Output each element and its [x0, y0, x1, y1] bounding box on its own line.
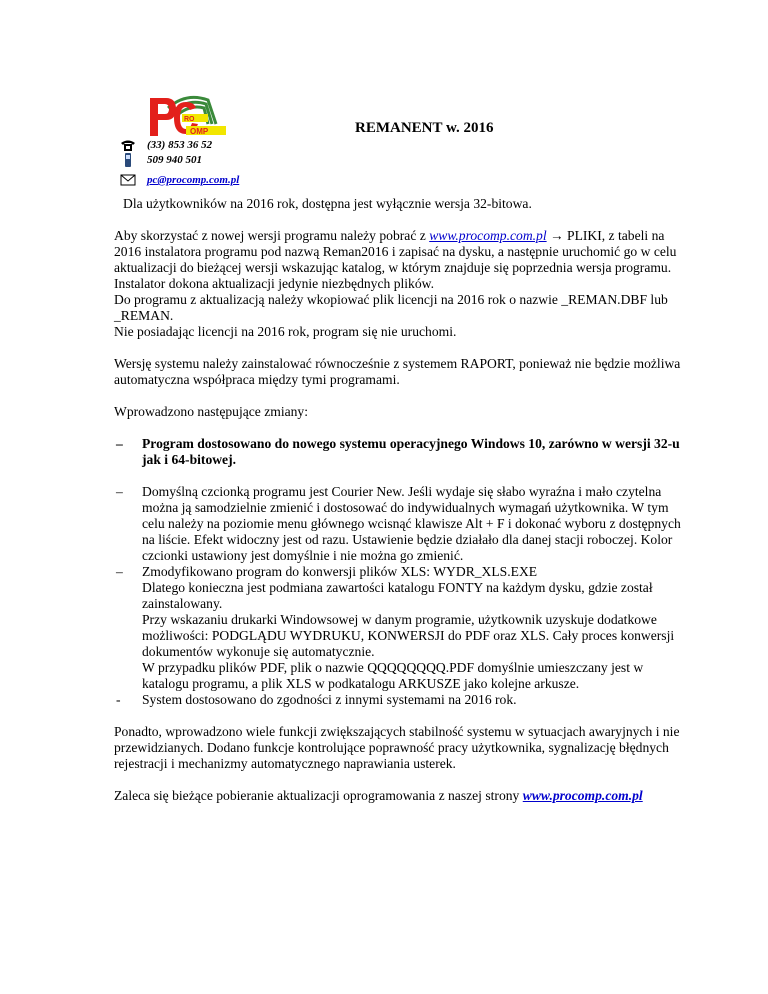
raport-paragraph: Wersję systemu należy zainstalować równocześnie z systemem RAPORT, ponieważ nie będzie możliwa automatyczna współpraca między tymi programami.: [114, 356, 681, 387]
install-line-4: Nie posiadając licencji na 2016 rok, program się nie uruchomi.: [114, 324, 457, 339]
mobile-phone-icon: [120, 153, 136, 167]
svg-text:OMP: OMP: [190, 127, 209, 136]
change-item-xls: – Zmodyfikowano program do konwersji plików XLS: WYDR_XLS.EXE Dlatego konieczna jest podmiana zawartości katalogu FONTY na każdym dysku, gdzie został zainstalowany. Przy wskazaniu drukarki Windowsowej w danym programie, użytkownik uzyskuje dodatkowe możliwości: PODGLĄDU WYDRUKU, KONWERSJI do PDF oraz XLS. Cały proces konwersji dokumentów wykonuje się automatycznie. W przypadku plików PDF, plik o nazwie QQQQQQQQ.PDF domyślnie umieszczany jest w katalogu programu, a plik XLS w podkatalogu ARKUSZE jako kolejne arkusze.: [116, 564, 675, 691]
envelope-icon: [120, 173, 136, 187]
procomp-logo: [146, 94, 226, 138]
footer-paragraph: Zaleca się bieżące pobieranie aktualizacji oprogramowania z naszej strony www.procomp.com.pl: [114, 788, 643, 803]
change-item-windows10: – Program dostosowano do nowego systemu operacyjnego Windows 10, zarówno w wersji 32-u jak i 64-bitowej.: [116, 436, 680, 467]
changes-intro: Wprowadzono następujące zmiany:: [114, 404, 309, 419]
document-title: REMANENT w. 2016: [355, 120, 494, 136]
list-bullet: –: [116, 436, 123, 451]
stability-paragraph: Ponadto, wprowadzono wiele funkcji zwiększających stabilność systemu w sytuacjach awaryjnych i nie przewidzianych. Dodano funkcje kontrolujące poprawność pracy użytkownika, sygnalizację błędnych rejestracji i mechanizmy automatycznego naprawiania usterek.: [114, 724, 680, 771]
list-bullet: –: [116, 484, 123, 499]
change-item-font: – Domyślną czcionką programu jest Courier New. Jeśli wydaje się słabo wyraźna i mało czytelna można ją samodzielnie zmienić i dostosować do indywidualnych wymagań użytkownika. W tym celu należy na poziomie menu głównego wcisnąć klawisze Alt + F i dokonać wyboru z dostępnych na liście. Efekt widoczny jest od razu. Ustawienie będzie działało dla danej stacji roboczej. Kolor czcionki ustawiony jest domyślnie i nie można go zmienić.: [116, 484, 681, 563]
install-line-2: Instalator dokona aktualizacji jedynie niezbędnych plików.: [114, 276, 434, 291]
install-paragraph: Aby skorzystać z nowej wersji programu należy pobrać z www.procomp.com.pl → PLIKI, z tabeli na 2016 instalatora programu pod nazwą Reman2016 i zapisać na dysku, a następnie uruchomić go w celu aktualizacji do bieżącej wersji wskazując katalog, w którym znajduje się poprzednia wersja programu.: [114, 228, 677, 275]
intro-paragraph: Dla użytkowników na 2016 rok, dostępna jest wyłącznie wersja 32-bitowa.: [123, 196, 532, 211]
list-bullet: –: [116, 564, 123, 579]
svg-text:RO: RO: [184, 116, 195, 123]
changes-list: [114, 436, 688, 708]
logo-letter-p: [150, 98, 176, 136]
list-bullet: -: [116, 692, 121, 707]
procomp-website-link[interactable]: www.procomp.com.pl: [429, 228, 547, 243]
install-line-3: Do programu z aktualizacją należy wkopiować plik licencji na 2016 rok o nazwie _REMAN.DBF lub _REMAN.: [114, 292, 668, 323]
phone-icon: [120, 138, 136, 152]
footer-website-link[interactable]: www.procomp.com.pl: [522, 788, 643, 803]
email-link[interactable]: pc@procomp.com.pl: [147, 174, 240, 186]
change-item-compat: - System dostosowano do zgodności z innymi systemami na 2016 rok.: [116, 692, 517, 707]
document-body: [114, 196, 688, 804]
